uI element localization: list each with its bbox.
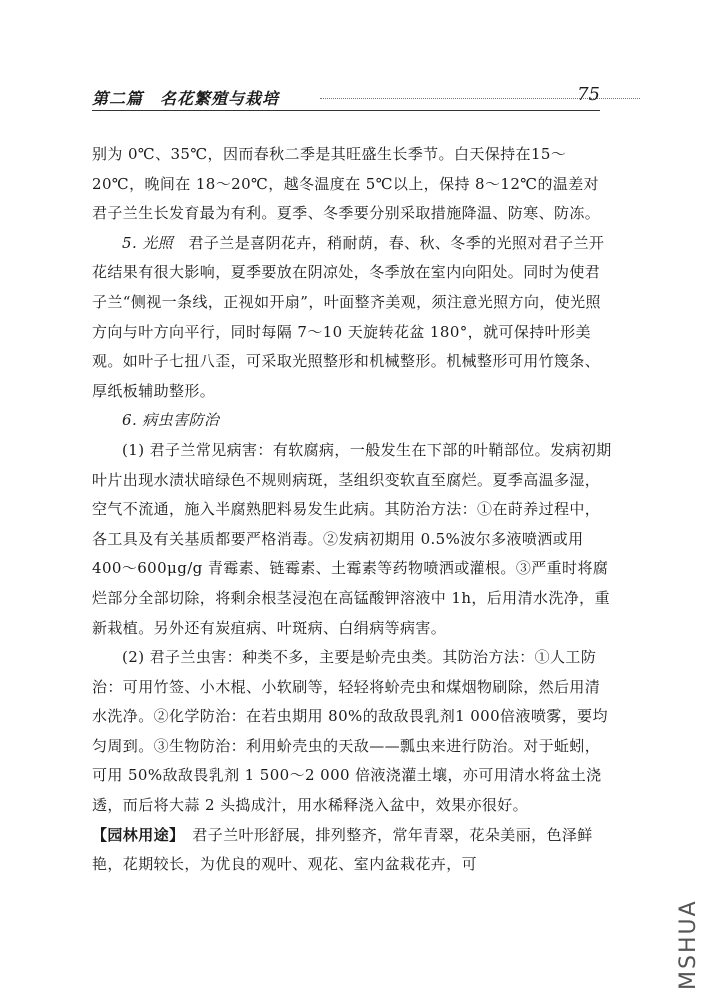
running-header <box>92 86 600 111</box>
section-heading-light: 5. 光照 <box>122 233 174 252</box>
paragraph-light <box>92 229 612 407</box>
paragraph-insects: (2) 君子兰虫害：种类不多，主要是蚧壳虫类。其防治方法：①人工防治：可用竹签、小木棍、小软刷等，轻轻将蚧壳虫和煤烟物刷除，然后用清水洗净。②化学防治：在若虫期用 80%的敌敌畏乳剂1 000倍液喷雾，要均匀周到。③生物防治：利用蚧壳虫的天敌——瓢虫来进行防治。对于蚯蚓，可用 50%敌敌畏乳剂 1 500～2 000 倍液浇灌土壤，亦可用清水将盆土浇透，而后将大蒜 2 头捣成汁，用水稀释浇入盆中，效果亦很好。 <box>92 648 608 815</box>
paragraph-diseases: (1) 君子兰常见病害：有软腐病，一般发生在下部的叶鞘部位。发病初期叶片出现水渍状暗绿色不规则病斑，茎组织变软直至腐烂。夏季高温多湿，空气不流通，施入半腐熟肥料易发生此病。其防治方法：①在莳养过程中，各工具及有关基质都要严格消毒。②发病初期用 0.5%波尔多液喷洒或用 400～600μg/g 青霉素、链霉素、土霉素等药物喷洒或灌根。③严重时将腐烂部分全部切除，将剩余根茎浸泡在高锰酸钾溶液中 1h，后用清水洗净，重新栽植。另外还有炭疽病、叶斑病、白绢病等病害。 <box>92 440 612 637</box>
section-heading-pests: 6. 病虫害防治 <box>122 411 220 430</box>
paragraph-garden-use-text: 君子兰叶形舒展，排列整齐，常年青翠，花朵美丽，色泽鲜艳，花期较长，为优良的观叶、观花、室内盆栽花卉，可 <box>92 825 593 874</box>
watermark-text: MSHUA <box>676 899 701 990</box>
paragraph-light-text: 君子兰是喜阴花卉，稍耐荫，春、秋、冬季的光照对君子兰开花结果有很大影响，夏季要放在阴凉处，冬季放在室内向阳处。同时为使君子兰“侧视一条线，正视如开扇”，叶面整齐美观，须注意光照方向，使光照方向与叶方向平行，同时每隔 7～10 天旋转花盆 180°，就可保持叶形美观。如叶子七扭八歪，可采取光照整形和机械整形。机械整形可用竹篾条、厚纸板辅助整形。 <box>92 233 605 400</box>
header-title: 第二篇 名花繁殖与栽培 <box>92 89 280 108</box>
page-number: 75 <box>577 84 600 105</box>
paragraph-garden-use <box>92 821 612 880</box>
body-text <box>92 140 612 880</box>
section-heading-garden-use: 【园林用途】 <box>92 825 177 844</box>
paragraph-temperature: 别为 0℃、35℃，因而春秋二季是其旺盛生长季节。白天保持在15～20℃，晚间在 18～20℃，越冬温度在 5℃以上，保持 8～12℃的温差对君子兰生长发育最为有利。夏季、冬季要分别采取措施降温、防寒、防冻。 <box>92 145 601 223</box>
